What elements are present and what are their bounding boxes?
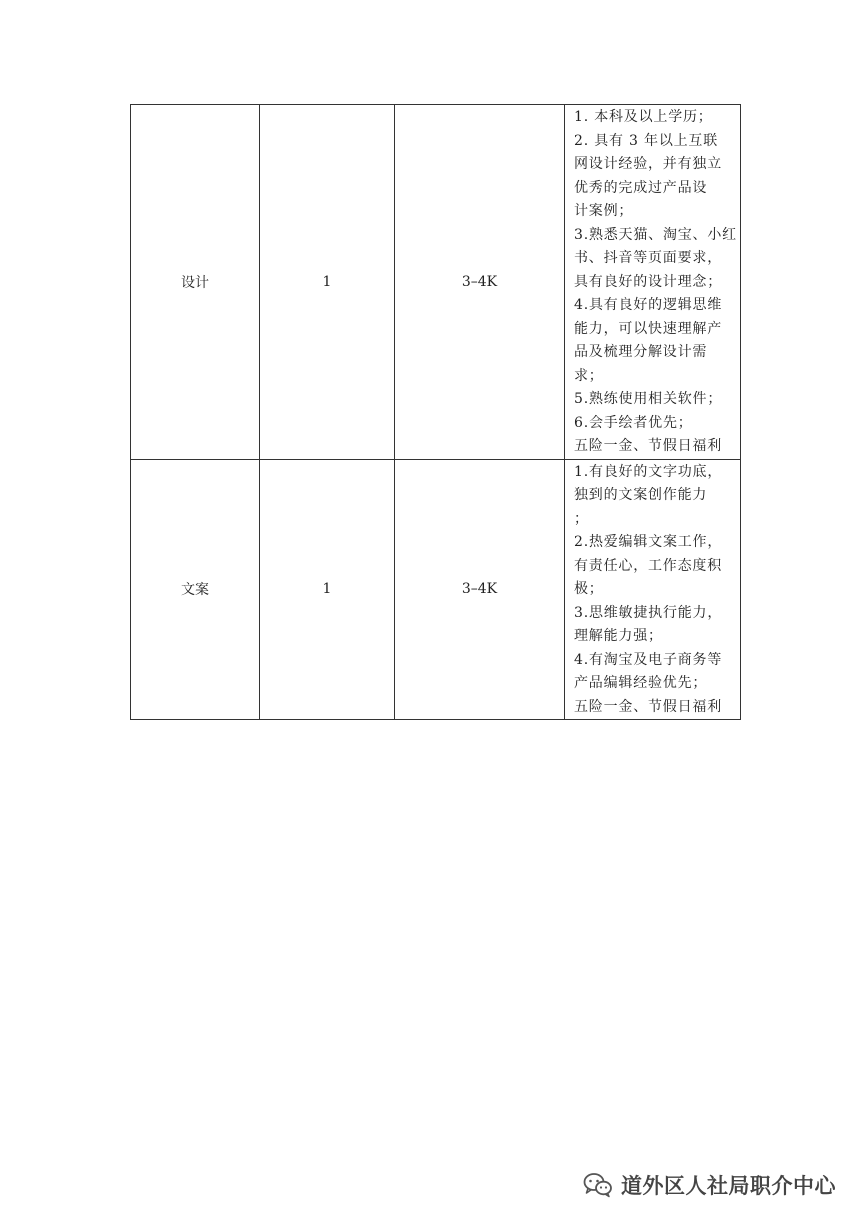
requirement-line: 品及梳理分解设计需 [574, 344, 708, 360]
requirement-line: 极； [574, 581, 604, 597]
requirement-line: 3.熟悉天猫、淘宝、小红 [574, 226, 737, 243]
requirement-line: 求； [574, 367, 604, 384]
requirement-line: 2. 具有 3 年以上互联 [574, 132, 719, 149]
requirement-line: 1.有良好的文字功底， [574, 463, 723, 480]
requirements-list [565, 460, 740, 720]
requirement-line: 独到的文案创作能力 [574, 487, 708, 503]
requirement-line: 4.具有良好的逻辑思维 [574, 297, 723, 313]
requirement-line: 有责任心，工作态度积 [574, 557, 722, 574]
requirement-line: 3.思维敏捷执行能力， [574, 604, 723, 621]
requirement-line: 网设计经验，并有独立 [574, 156, 722, 172]
table-row [131, 459, 741, 720]
requirements-cell [565, 459, 741, 720]
requirements-cell [565, 105, 741, 460]
requirement-line: 4.有淘宝及电子商务等 [574, 651, 723, 668]
requirements-list [565, 105, 740, 459]
requirement-line: 五险一金、节假日福利 [574, 698, 722, 715]
requirement-line: 5.熟练使用相关软件； [574, 391, 723, 407]
requirement-line: 理解能力强； [574, 628, 663, 644]
requirement-line: ； [574, 510, 589, 527]
count-cell: 1 [260, 105, 395, 460]
requirement-line: 计案例； [574, 203, 634, 219]
requirement-line: 书、抖音等页面要求， [574, 250, 722, 266]
position-cell: 文案 [131, 459, 260, 720]
requirement-line: 产品编辑经验优先； [574, 675, 708, 691]
requirement-line: 五险一金、节假日福利 [574, 438, 722, 454]
salary-cell: 3–4K [395, 459, 565, 720]
job-table [130, 104, 741, 720]
salary-cell: 3–4K [395, 105, 565, 460]
count-cell: 1 [260, 459, 395, 720]
requirement-line: 具有良好的设计理念； [574, 273, 722, 290]
position-cell: 设计 [131, 105, 260, 460]
table-row [131, 105, 741, 460]
watermark-text: 道外区人社局职介中心 [621, 1174, 836, 1198]
wechat-icon [583, 1172, 613, 1198]
requirement-line: 1. 本科及以上学历； [574, 109, 713, 125]
requirement-line: 优秀的完成过产品设 [574, 179, 708, 196]
requirement-line: 6.会手绘者优先； [574, 414, 693, 431]
requirement-line: 能力，可以快速理解产 [574, 320, 722, 337]
watermark [583, 1170, 836, 1200]
requirement-line: 2.热爱编辑文案工作， [574, 534, 723, 550]
